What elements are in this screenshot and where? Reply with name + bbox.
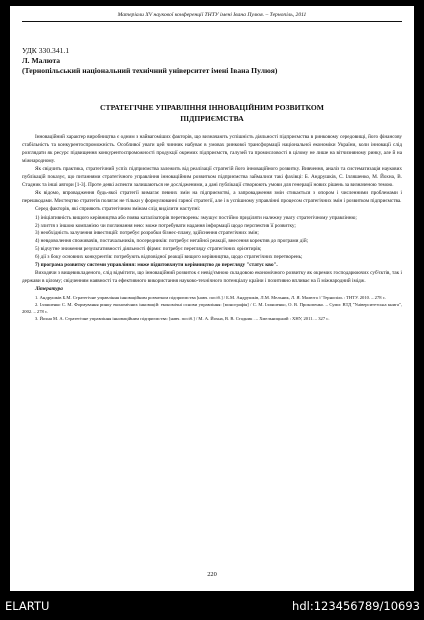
conclusion-paragraph: Виходячи з вищевикладеного, слід відмітити, що інноваційний розвиток є невід'ємною складовою економічного розвитку як окремих господарюючих суб'єктів, так і держави в цілому; свідченням наявності та ефективного використання науково-технічного потенціалу країни і позитивно впливає на її міжнародний імідж. xyxy=(22,269,402,284)
reference-item: 1. Андрушків Б.М. Стратегічне управління інноваційним розвитком підприємства [навч. посіб.] / Б.М. Андрушків, Л.М. Мельник, Л. Я. Малюта // Тернопіль : ТНТУ. 2010. – 278 с. xyxy=(35,295,386,301)
running-head: Матеріали ХV наукової конференції ТНТУ імені Івана Пулюя. – Тернопіль, 2011 xyxy=(117,12,307,18)
article-title xyxy=(30,102,394,124)
body-paragraph: Як відомо, впровадження будь-якої стратегії вимагає певних змін на підприємстві, а запровадження змін стикається з опором і численними проблемами і перешкодами. Мистецтво стратегів полягає не тільки у формулюванні гарної стратегії, але і в успішному управлінні процесом стратегічних змін і розвитком підприємства. xyxy=(22,190,402,205)
article-title-line: СТРАТЕГІЧНЕ УПРАВЛІННЯ ІННОВАЦІЙНИМ РОЗВИТКОМ xyxy=(100,103,324,112)
footer-repository-label: ELARTU xyxy=(5,599,50,613)
factor-item: 5) відчутне зниження результативності діяльності фірми: потребує перегляду стратегічних орієнтирів; xyxy=(35,246,262,253)
article-meta xyxy=(22,46,277,76)
footer-handle-link[interactable]: hdl:123456789/10693 xyxy=(292,599,420,613)
reference-item: 2. Ілляшенко С. М. Формування ринку економічних інновацій: економічні основи управління: [монографія] / С. М. Ілляшенко, О. В. Прокопенко. – Суми: ВТД "Університетська книга", 2002. – 278 с. xyxy=(22,302,402,315)
factor-item: 6) дії з боку основних конкурентів: потребують відповідної реакції вищого керівництва, щодо стратегічних перетворень; xyxy=(35,254,303,261)
author-affiliation: (Тернопільський національний технічний університет імені Івана Пулюя) xyxy=(22,66,278,75)
footer-bar xyxy=(0,591,424,620)
author-name: Л. Малюта xyxy=(22,56,61,65)
references-heading: Література xyxy=(35,286,63,293)
document-page xyxy=(10,6,414,591)
article-body xyxy=(22,134,402,323)
factor-item: 1) ініціативність вищого керівництва або поява каталізаторів перетворень: змушує постійно приділяти належну увагу стратегічному управлінню; xyxy=(35,214,357,221)
header-rule xyxy=(22,21,402,22)
body-paragraph: Інноваційний характер виробництва є одним з найвагоміших факторів, що визначають успішність діяльності підприємства в ринковому середовищі, його фінансову стабільність та конкурентоспроможність. Особливої уваги цей чинник набуває в умовах ринкової трансформації національної економіки України, коли інновації слід розглядати як ресурс підвищення конкурентоспроможності продукції окремих підприємств, галузей та промисловості в цілому не лише на вітчизняному ринку, але й на міжнародному. xyxy=(22,134,402,164)
factor-item: 4) невдоволення споживачів, постачальників, посередників: потребує негайної реакції, внесення коректив до програми дій; xyxy=(35,238,309,245)
factor-item: 3) необхідність залучення інвестицій: потребує розробки бізнес-плану, здійснення стратегічних змін; xyxy=(35,230,259,237)
udc-code: УДК 330.341.1 xyxy=(22,46,70,55)
article-title-line: ПІДПРИЄМСТВА xyxy=(180,114,244,123)
page-number: 220 xyxy=(207,571,217,578)
body-paragraph: Серед факторів, які сприяють стратегічним змінам слід виділити наступні: xyxy=(35,206,201,213)
factor-item: 7) програма розвитку системи управління: може підштовхнути керівництво до перегляду "статус кво". xyxy=(35,262,278,269)
reference-item: 3. Йохна М. А. Стратегічне управління інноваційним підприємства: [навч. посіб.] / М. А. Йохна, В. В. Стадник . – Хмельницький : ХНУ, 2011. – 327 с. xyxy=(35,316,330,322)
body-paragraph: Як свідчить практика, стратегічний успіх підприємства залежить від реалізації стратегій його інноваційного розвитку. Вивчення, аналіз та систематизація наукових публікацій показує, що питаннями стратегічного управління інноваційним розвитком підприємства займалися такі фахівці: Б. Андрушків, С. Ілляшенко, М. Йохна, В. Стадник та інші автори [1-3]. Проте деякі аспекти залишаються не дослідженими, а дані публікації створюють умови для генерації нових рішень за визначеною темою. xyxy=(22,166,402,188)
factor-item: 2) злиття з іншою компанією чи поглинання нею: може потребувати надання інформації щодо перспектив її розвитку; xyxy=(35,222,296,229)
